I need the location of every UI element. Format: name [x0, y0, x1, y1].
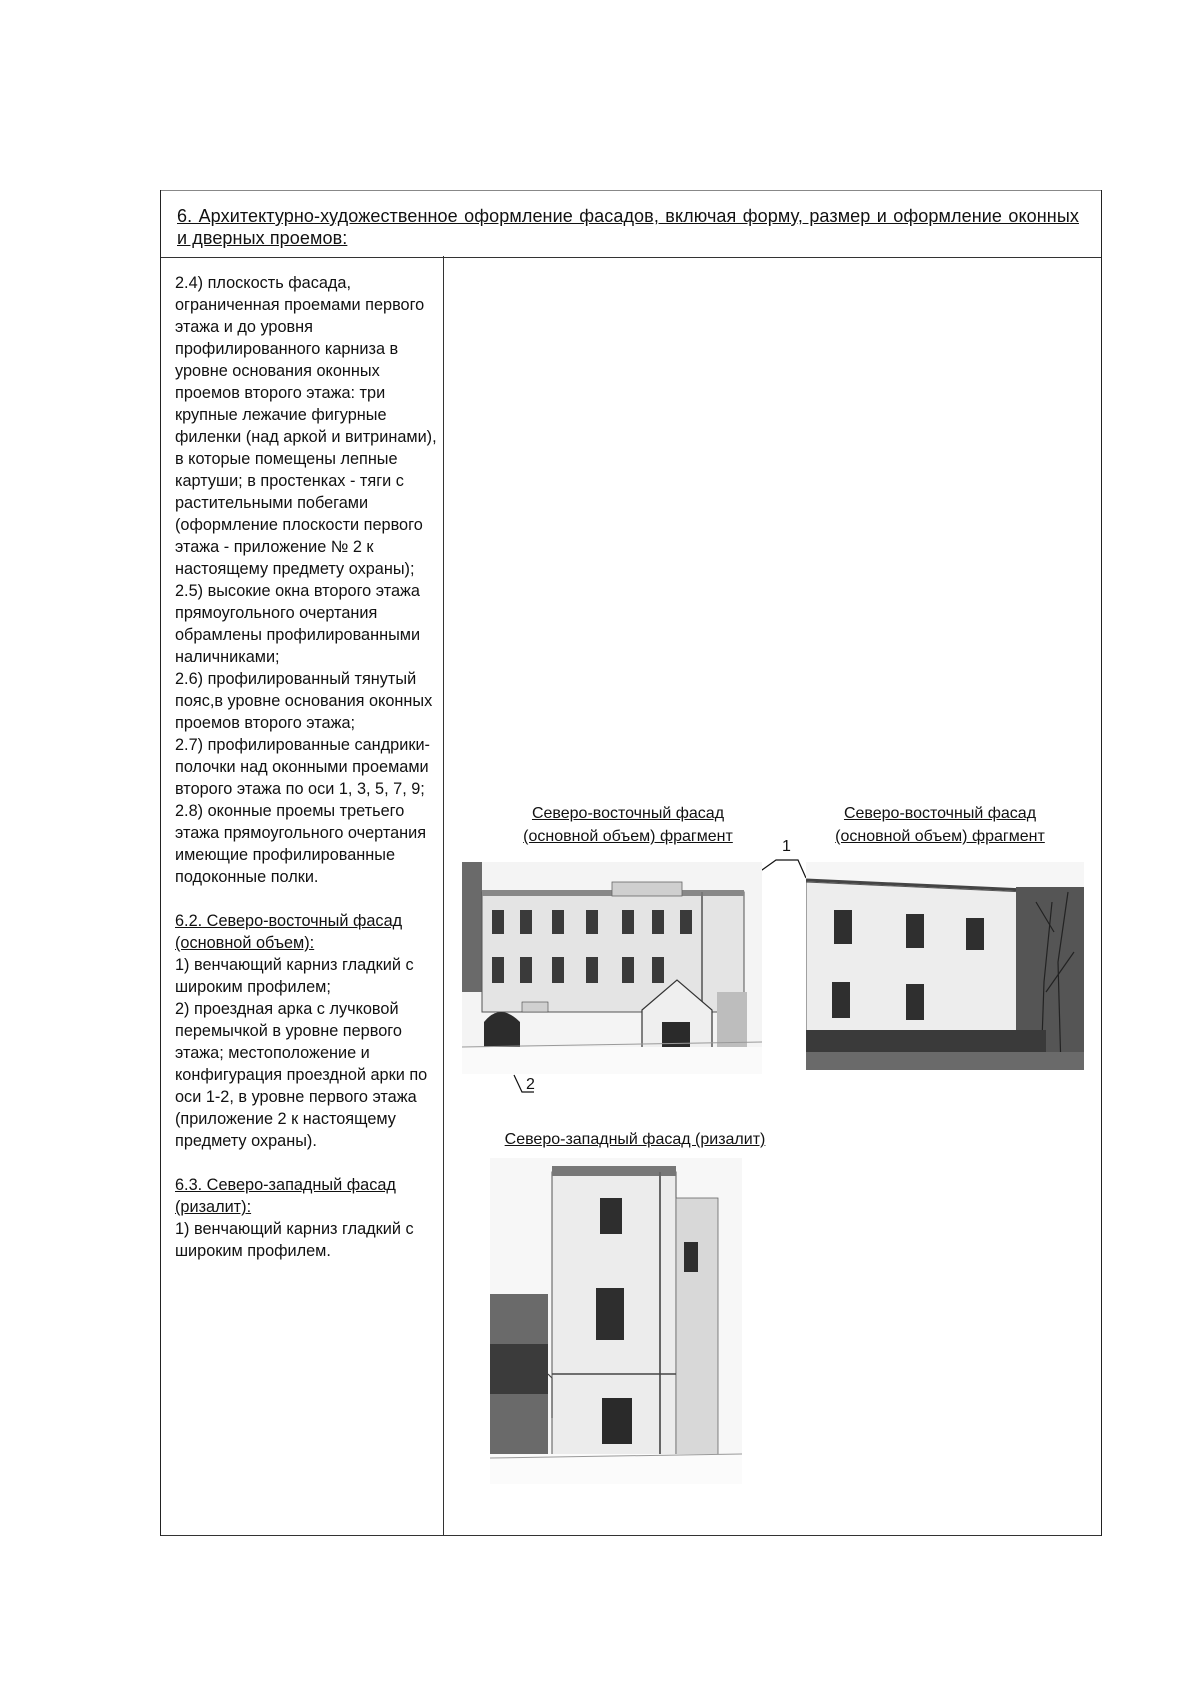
item-2-4: 2.4) плоскость фасада, ограниченная проемами первого этажа и до уровня профилированного карниза в уровне основания оконных проемов второго этажа: три крупные лежачие фигурные филенки (над аркой и витринами), в которые помещены лепные картуши; в простенках - тяги с растительными побегами (оформление плоскости первого этажа - приложение № 2 к настоящему предмету охраны); [175, 274, 437, 578]
section-6-3-item-1: 1) венчающий карниз гладкий с широким профилем. [175, 1220, 414, 1260]
section-title: 6. Архитектурно-художественное оформление фасадов, включая форму, размер и оформление оконных и дверных проемов: [177, 206, 1079, 248]
callout-label-2: 2 [526, 1076, 535, 1093]
section-6-2-heading: 6.2. Северо-восточный фасад (основной объем): [175, 912, 403, 952]
column-divider [443, 256, 444, 1536]
table-bottom-border [161, 1535, 1101, 1536]
callout-label-1-top: 1 [782, 838, 791, 855]
ne-facade-photo-right [806, 862, 1084, 1070]
item-2-5: 2.5) высокие окна второго этажа прямоугольного очертания обрамлены профилированными наличниками; [175, 582, 421, 666]
section-header-cell [161, 190, 1101, 258]
ne-right-caption: Северо-восточный фасад (основной объем) фрагмент [835, 805, 1045, 845]
item-2-8: 2.8) оконные проемы третьего этажа прямоугольного очертания имеющие профилированные подоконные полки. [175, 802, 427, 886]
section-6-3-heading: 6.3. Северо-западный фасад (ризалит): [175, 1176, 396, 1216]
item-2-6: 2.6) профилированный тянутый пояс,в уровне основания оконных проемов второго этажа; [175, 670, 433, 732]
description-column [175, 272, 437, 1262]
ne-left-caption: Северо-восточный фасад (основной объем) фрагмент [523, 805, 733, 845]
section-6-2-item-1: 1) венчающий карниз гладкий с широким профилем; [175, 956, 414, 996]
nw-caption: Северо-западный фасад (ризалит) [504, 1131, 766, 1148]
section-6-2-item-2: 2) проездная арка с лучковой перемычкой в уровне первого этажа; местоположение и конфигурация проездной арки по оси 1-2, в уровне первого этажа (приложение 2 к настоящему предмету охраны). [175, 1000, 428, 1150]
item-2-7: 2.7) профилированные сандрики-полочки над оконными проемами второго этажа по оси 1, 3, 5, 7, 9; [175, 736, 430, 798]
nw-facade-photo [490, 1158, 742, 1484]
ne-facade-photo-left [462, 862, 762, 1074]
